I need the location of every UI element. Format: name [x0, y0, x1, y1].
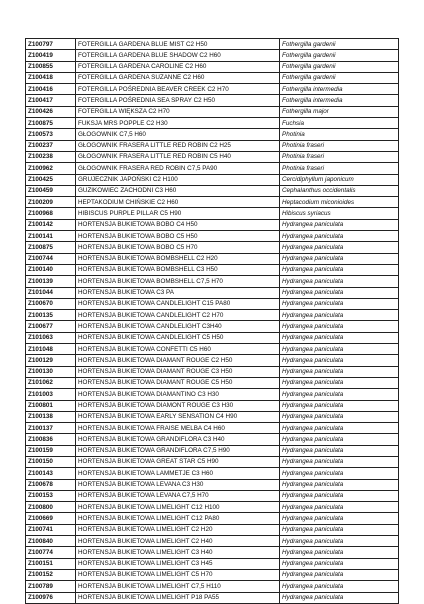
product-code-cell: Z100152 [26, 569, 76, 580]
product-name-cell: HEPTAKODIUM CHIŃSKIE C2 H60 [76, 197, 280, 208]
table-row [26, 129, 399, 140]
table-row [26, 197, 399, 208]
product-name-cell: HORTENSJA BUKIETOWA GRANDIFLORA C7,5 H90 [76, 445, 280, 456]
product-name-cell: HORTENSJA BUKIETOWA CANDLELIGHT C5 H50 [76, 332, 280, 343]
product-code-cell: Z100143 [26, 468, 76, 479]
table-row [26, 502, 399, 513]
product-name-cell: HORTENSJA BUKIETOWA EARLY SENSATION C4 H90 [76, 411, 280, 422]
latin-name-cell: Hydrangea paniculata [280, 524, 399, 535]
latin-name-cell: Hydrangea paniculata [280, 310, 399, 321]
product-name-cell: GUZIKOWIEC ZACHODNI C3 H60 [76, 185, 280, 196]
product-code-cell: Z100774 [26, 547, 76, 558]
product-name-cell: HORTENSJA BUKIETOWA LIMELIGHT C12 H100 [76, 502, 280, 513]
latin-name-cell: Hydrangea paniculata [280, 264, 399, 275]
latin-name-cell: Hydrangea paniculata [280, 344, 399, 355]
product-name-cell: HORTENSJA BUKIETOWA DIAMANT ROUGE C2 H50 [76, 355, 280, 366]
product-code-cell: Z100237 [26, 140, 76, 151]
table-row [26, 208, 399, 219]
product-code-cell: Z100137 [26, 423, 76, 434]
product-code-cell: Z100150 [26, 456, 76, 467]
latin-name-cell: Hydrangea paniculata [280, 490, 399, 501]
latin-name-cell: Fothergilla intermedia [280, 95, 399, 106]
latin-name-cell: Hydrangea paniculata [280, 423, 399, 434]
product-code-cell: Z100840 [26, 536, 76, 547]
product-name-cell: HORTENSJA BUKIETOWA BOMBSHELL C7,5 H70 [76, 276, 280, 287]
table-row [26, 411, 399, 422]
table-row [26, 50, 399, 61]
latin-name-cell: Hydrangea paniculata [280, 219, 399, 230]
table-row [26, 95, 399, 106]
table-row [26, 264, 399, 275]
latin-name-cell: Hydrangea paniculata [280, 298, 399, 309]
latin-name-cell: Fuchsia [280, 118, 399, 129]
table-row [26, 84, 399, 95]
table-row [26, 72, 399, 83]
latin-name-cell: Hydrangea paniculata [280, 231, 399, 242]
catalog-table-body [26, 39, 399, 604]
product-name-cell: HORTENSJA BUKIETOWA BOBO C5 H50 [76, 231, 280, 242]
product-code-cell: Z100836 [26, 434, 76, 445]
latin-name-cell: Hydrangea paniculata [280, 377, 399, 388]
table-row [26, 242, 399, 253]
product-name-cell: HORTENSJA BUKIETOWA C3 PA [76, 287, 280, 298]
product-name-cell: HORTENSJA BUKIETOWA GRANDIFLORA C3 H40 [76, 434, 280, 445]
table-row [26, 219, 399, 230]
product-name-cell: HORTENSJA BUKIETOWA BOMBSHELL C2 H20 [76, 253, 280, 264]
product-code-cell: Z100418 [26, 72, 76, 83]
product-code-cell: Z100416 [26, 84, 76, 95]
product-name-cell: HORTENSJA BUKIETOWA LEVANA C7,5 H70 [76, 490, 280, 501]
table-row [26, 445, 399, 456]
product-code-cell: Z100744 [26, 253, 76, 264]
latin-name-cell: Hydrangea paniculata [280, 513, 399, 524]
product-name-cell: FUKSJA MRS POPPLE C2 H30 [76, 118, 280, 129]
product-name-cell: FOTERGILLA GARDENA SUZANNE C2 H60 [76, 72, 280, 83]
latin-name-cell: Hydrangea paniculata [280, 287, 399, 298]
latin-name-cell: Hydrangea paniculata [280, 456, 399, 467]
table-row [26, 366, 399, 377]
latin-name-cell: Hydrangea paniculata [280, 468, 399, 479]
latin-name-cell: Fothergilla gardenii [280, 72, 399, 83]
product-name-cell: HORTENSJA BUKIETOWA BOMBSHELL C3 H50 [76, 264, 280, 275]
latin-name-cell: Hydrangea paniculata [280, 400, 399, 411]
product-code-cell: Z100968 [26, 208, 76, 219]
table-row [26, 581, 399, 592]
plant-catalog-table [25, 38, 399, 604]
product-name-cell: FOTERGILLA POŚREDNIA BEAVER CREEK C2 H70 [76, 84, 280, 95]
table-row [26, 479, 399, 490]
table-row [26, 355, 399, 366]
product-name-cell: HORTENSJA BUKIETOWA DIAMANTINO C3 H30 [76, 389, 280, 400]
latin-name-cell: Cercidiphyllum japonicum [280, 174, 399, 185]
product-code-cell: Z100678 [26, 479, 76, 490]
table-row [26, 231, 399, 242]
product-name-cell: HORTENSJA BUKIETOWA BOBO C4 H50 [76, 219, 280, 230]
table-row [26, 321, 399, 332]
latin-name-cell: Fothergilla major [280, 106, 399, 117]
latin-name-cell: Hydrangea paniculata [280, 389, 399, 400]
table-row [26, 253, 399, 264]
latin-name-cell: Hydrangea paniculata [280, 321, 399, 332]
product-code-cell: Z100459 [26, 185, 76, 196]
product-code-cell: Z100801 [26, 400, 76, 411]
table-row [26, 490, 399, 501]
latin-name-cell: Heptacodium miconioides [280, 197, 399, 208]
product-code-cell: Z100417 [26, 95, 76, 106]
product-name-cell: FOTERGILLA POŚREDNIA SEA SPRAY C2 H50 [76, 95, 280, 106]
product-code-cell: Z100419 [26, 50, 76, 61]
product-code-cell: Z100139 [26, 276, 76, 287]
product-name-cell: HORTENSJA BUKIETOWA CANDLELIGHT C2 H70 [76, 310, 280, 321]
table-row [26, 400, 399, 411]
product-code-cell: Z100159 [26, 445, 76, 456]
latin-name-cell: Fothergilla gardenii [280, 50, 399, 61]
product-code-cell: Z100800 [26, 502, 76, 513]
product-name-cell: HORTENSJA BUKIETOWA FRAISE MELBA C4 H60 [76, 423, 280, 434]
product-code-cell: Z100138 [26, 411, 76, 422]
latin-name-cell: Photinia fraseri [280, 140, 399, 151]
table-row [26, 287, 399, 298]
product-name-cell: FOTERGILLA GARDENA CAROLINE C2 H60 [76, 61, 280, 72]
table-row [26, 423, 399, 434]
product-code-cell: Z100426 [26, 106, 76, 117]
table-row [26, 456, 399, 467]
latin-name-cell: Hydrangea paniculata [280, 558, 399, 569]
product-name-cell: HORTENSJA BUKIETOWA DIAMANT ROUGE C3 H50 [76, 366, 280, 377]
product-name-cell: GŁOGOWNIK FRASERA LITTLE RED ROBIN C5 H40 [76, 151, 280, 162]
product-name-cell: HORTENSJA BUKIETOWA CANDLELIGHT C3H40 [76, 321, 280, 332]
product-name-cell: FOTERGILLA GARDENA BLUE SHADOW C2 H60 [76, 50, 280, 61]
table-row [26, 163, 399, 174]
latin-name-cell: Photinia fraseri [280, 163, 399, 174]
table-row [26, 140, 399, 151]
table-row [26, 536, 399, 547]
product-name-cell: HORTENSJA BUKIETOWA LAMMETJE C3 H60 [76, 468, 280, 479]
latin-name-cell: Fothergilla intermedia [280, 84, 399, 95]
table-row [26, 468, 399, 479]
product-code-cell: Z100425 [26, 174, 76, 185]
latin-name-cell: Hydrangea paniculata [280, 502, 399, 513]
table-row [26, 524, 399, 535]
product-code-cell: Z100976 [26, 592, 76, 603]
product-name-cell: HORTENSJA BUKIETOWA BOBO C5 H70 [76, 242, 280, 253]
table-row [26, 344, 399, 355]
product-code-cell: Z100238 [26, 151, 76, 162]
product-code-cell: Z100135 [26, 310, 76, 321]
latin-name-cell: Photinia [280, 129, 399, 140]
product-code-cell: Z101044 [26, 287, 76, 298]
product-code-cell: Z100153 [26, 490, 76, 501]
latin-name-cell: Hydrangea paniculata [280, 332, 399, 343]
product-code-cell: Z100142 [26, 219, 76, 230]
product-code-cell: Z101063 [26, 332, 76, 343]
product-name-cell: GŁOGOWNIK FRASERA LITTLE RED ROBIN C2 H25 [76, 140, 280, 151]
product-code-cell: Z100573 [26, 129, 76, 140]
latin-name-cell: Hydrangea paniculata [280, 536, 399, 547]
table-row [26, 558, 399, 569]
table-row [26, 276, 399, 287]
product-name-cell: HORTENSJA BUKIETOWA DIAMONT ROUGE C3 H30 [76, 400, 280, 411]
product-code-cell: Z100130 [26, 366, 76, 377]
product-name-cell: HORTENSJA BUKIETOWA LIMELIGHT P18 PA55 [76, 592, 280, 603]
table-row [26, 592, 399, 603]
product-code-cell: Z100855 [26, 61, 76, 72]
table-row [26, 106, 399, 117]
product-code-cell: Z101062 [26, 377, 76, 388]
product-name-cell: HORTENSJA BUKIETOWA LIMELIGHT C12 PA80 [76, 513, 280, 524]
latin-name-cell: Hydrangea paniculata [280, 276, 399, 287]
table-row [26, 118, 399, 129]
product-name-cell: GRUJECZNIK JAPOŃSKI C2 H100 [76, 174, 280, 185]
product-code-cell: Z100209 [26, 197, 76, 208]
product-name-cell: GŁOGOWNIK C7,5 H60 [76, 129, 280, 140]
table-row [26, 310, 399, 321]
product-code-cell: Z100151 [26, 558, 76, 569]
product-name-cell: HORTENSJA BUKIETOWA LIMELIGHT C7,5 H110 [76, 581, 280, 592]
table-row [26, 39, 399, 50]
product-code-cell: Z100670 [26, 298, 76, 309]
latin-name-cell: Hydrangea paniculata [280, 434, 399, 445]
product-code-cell: Z100875 [26, 118, 76, 129]
product-name-cell: FOTERGILLA GARDENA BLUE MIST C2 H50 [76, 39, 280, 50]
latin-name-cell: Fothergilla gardenii [280, 61, 399, 72]
product-code-cell: Z100669 [26, 513, 76, 524]
product-name-cell: HORTENSJA BUKIETOWA LEVANA C3 H30 [76, 479, 280, 490]
table-row [26, 151, 399, 162]
latin-name-cell: Fothergilla gardenii [280, 39, 399, 50]
latin-name-cell: Hydrangea paniculata [280, 479, 399, 490]
product-name-cell: HORTENSJA BUKIETOWA LIMELIGHT C3 H45 [76, 558, 280, 569]
latin-name-cell: Hydrangea paniculata [280, 569, 399, 580]
product-code-cell: Z100875 [26, 242, 76, 253]
latin-name-cell: Hydrangea paniculata [280, 592, 399, 603]
product-code-cell: Z100140 [26, 264, 76, 275]
product-code-cell: Z100129 [26, 355, 76, 366]
latin-name-cell: Cephalanthus occidentalis [280, 185, 399, 196]
product-name-cell: HORTENSJA BUKIETOWA CANDLELIGHT C15 PA80 [76, 298, 280, 309]
product-name-cell: HORTENSJA BUKIETOWA DIAMANT ROUGE C5 H50 [76, 377, 280, 388]
latin-name-cell: Hydrangea paniculata [280, 411, 399, 422]
latin-name-cell: Hydrangea paniculata [280, 366, 399, 377]
table-row [26, 185, 399, 196]
table-row [26, 389, 399, 400]
product-code-cell: Z100141 [26, 231, 76, 242]
latin-name-cell: Hydrangea paniculata [280, 253, 399, 264]
product-name-cell: GŁOGOWNIK FRASERA RED ROBIN C7,5 PA90 [76, 163, 280, 174]
product-code-cell: Z100677 [26, 321, 76, 332]
latin-name-cell: Hydrangea paniculata [280, 355, 399, 366]
product-name-cell: HORTENSJA BUKIETOWA CONFETTI C5 H60 [76, 344, 280, 355]
latin-name-cell: Hibiscus syriacus [280, 208, 399, 219]
product-code-cell: Z100962 [26, 163, 76, 174]
table-row [26, 434, 399, 445]
product-name-cell: FOTERGILLA WIĘKSZA C2 H70 [76, 106, 280, 117]
latin-name-cell: Photinia fraseri [280, 151, 399, 162]
table-row [26, 174, 399, 185]
table-row [26, 298, 399, 309]
product-name-cell: HIBISCUS PURPLE PILLAR C5 H90 [76, 208, 280, 219]
product-code-cell: Z100789 [26, 581, 76, 592]
table-row [26, 513, 399, 524]
product-name-cell: HORTENSJA BUKIETOWA LIMELIGHT C3 H40 [76, 547, 280, 558]
table-row [26, 547, 399, 558]
product-code-cell: Z100797 [26, 39, 76, 50]
product-name-cell: HORTENSJA BUKIETOWA LIMELIGHT C2 H40 [76, 536, 280, 547]
product-code-cell: Z100741 [26, 524, 76, 535]
latin-name-cell: Hydrangea paniculata [280, 445, 399, 456]
table-row [26, 377, 399, 388]
product-name-cell: HORTENSJA BUKIETOWA LIMELIGHT C5 H70 [76, 569, 280, 580]
table-row [26, 569, 399, 580]
latin-name-cell: Hydrangea paniculata [280, 581, 399, 592]
table-row [26, 61, 399, 72]
latin-name-cell: Hydrangea paniculata [280, 547, 399, 558]
product-code-cell: Z101048 [26, 344, 76, 355]
latin-name-cell: Hydrangea paniculata [280, 242, 399, 253]
product-name-cell: HORTENSJA BUKIETOWA LIMELIGHT C2 H20 [76, 524, 280, 535]
product-code-cell: Z101003 [26, 389, 76, 400]
table-row [26, 332, 399, 343]
product-name-cell: HORTENSJA BUKIETOWA GREAT STAR C5 H90 [76, 456, 280, 467]
